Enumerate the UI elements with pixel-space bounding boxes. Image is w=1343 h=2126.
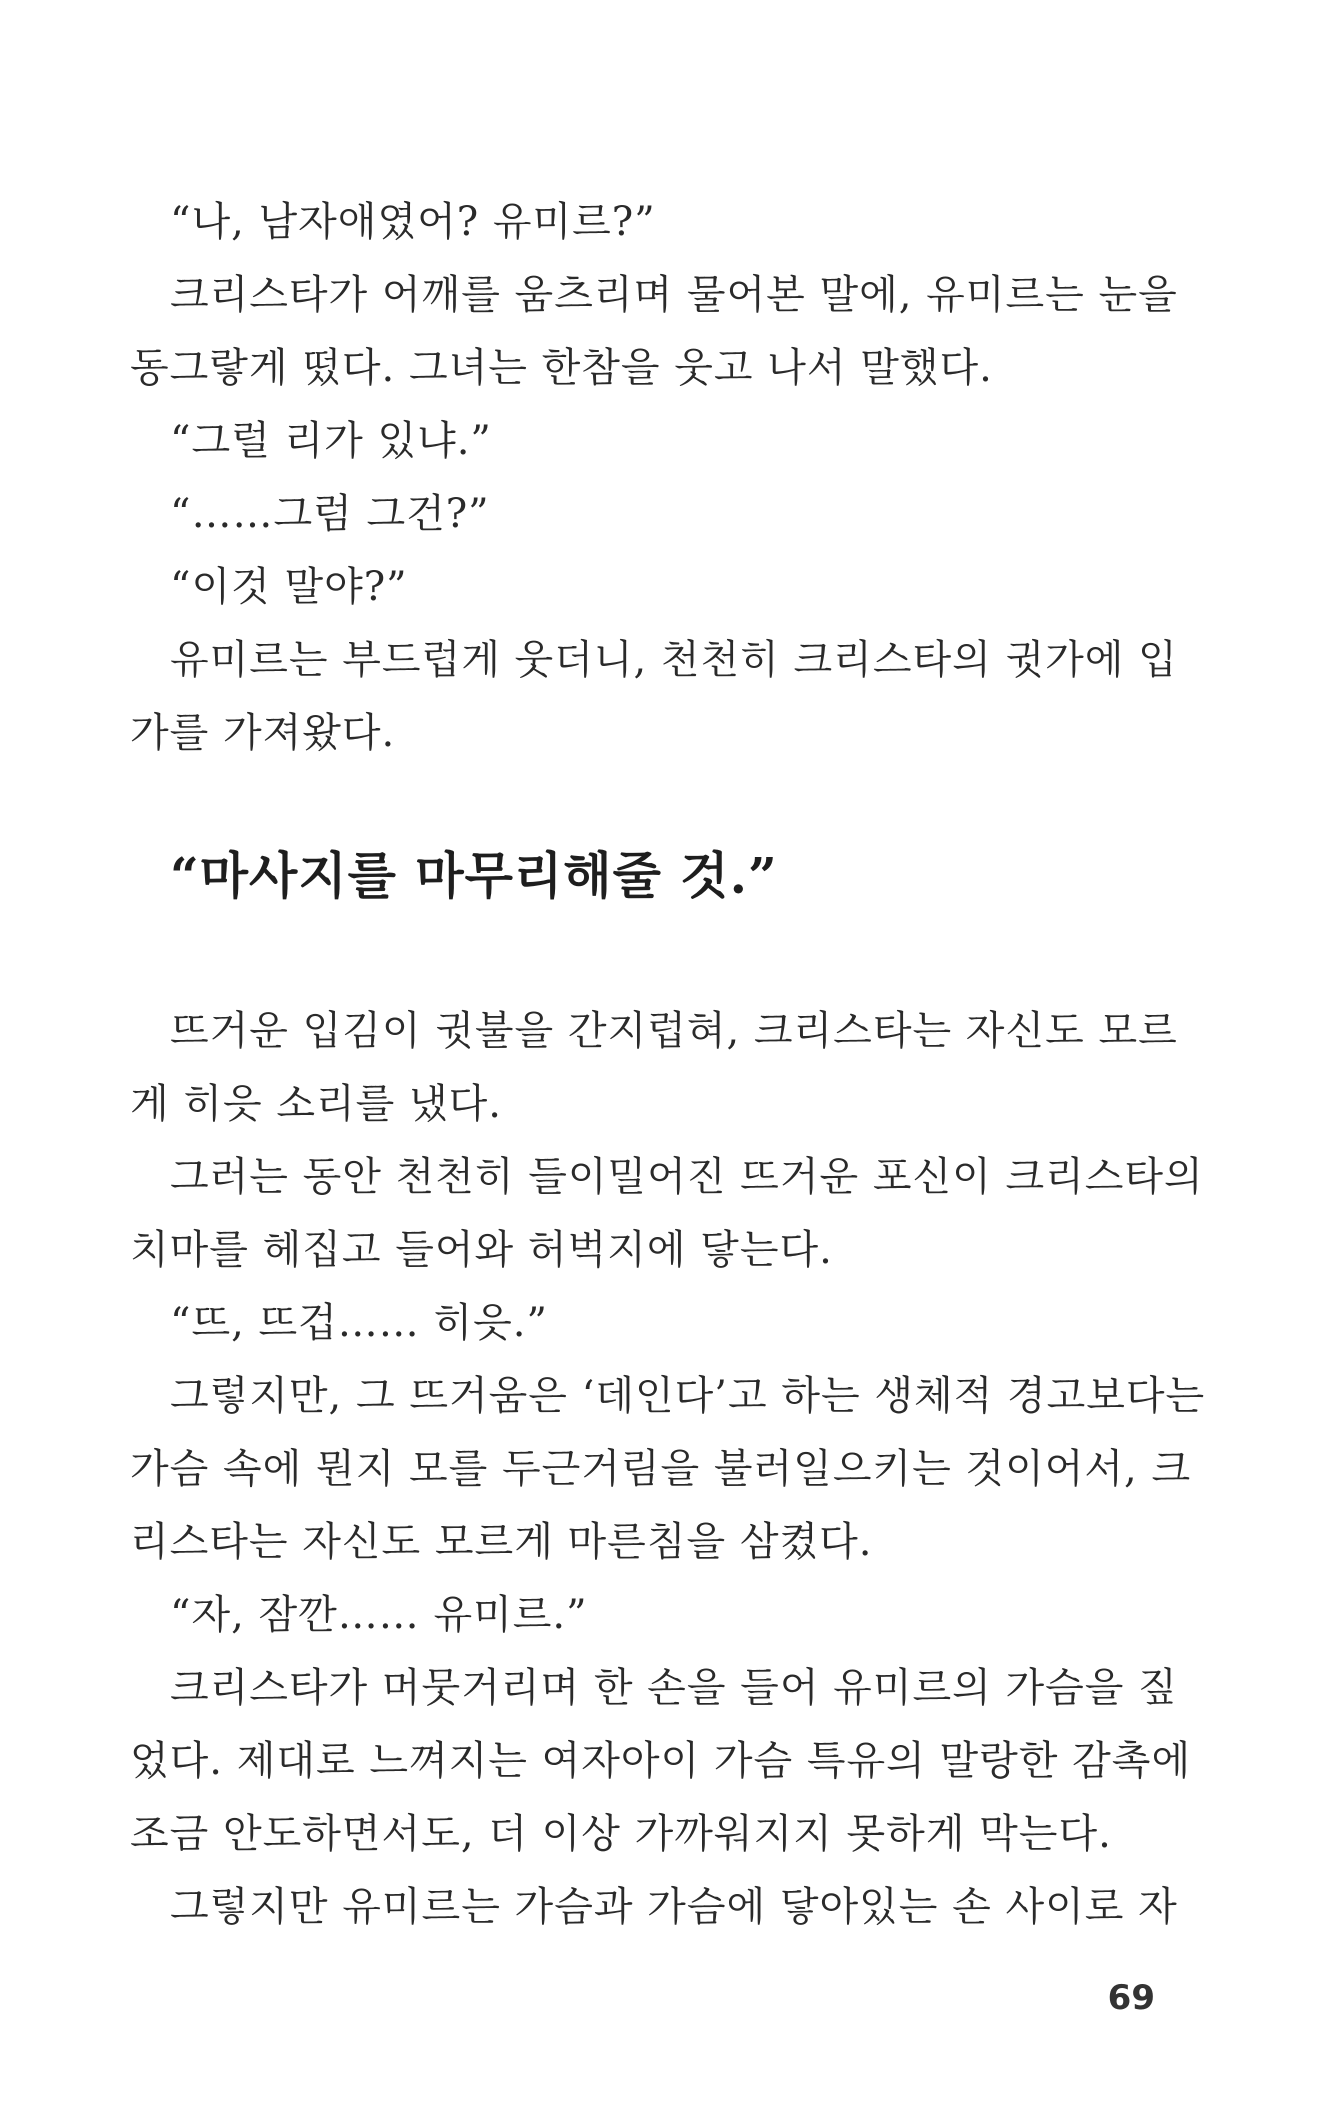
paragraph-line: 었다. 제대로 느껴지는 여자아이 가슴 특유의 말랑한 감촉에 <box>130 1738 1192 1784</box>
paragraph-line: 게 히읏 소리를 냈다. <box>130 1081 502 1127</box>
paragraph-line: 동그랗게 떴다. 그녀는 한참을 웃고 나서 말했다. <box>130 345 993 391</box>
paragraph-line: 뜨거운 입김이 귓불을 간지럽혀, 크리스타는 자신도 모르 <box>170 1008 1178 1054</box>
dialogue-line: “뜨, 뜨겁…… 히읏.” <box>170 1300 548 1346</box>
paragraph-line: 그렇지만 유미르는 가슴과 가슴에 닿아있는 손 사이로 자 <box>170 1884 1178 1930</box>
text-block-top <box>130 186 1178 770</box>
paragraph-line: 그러는 동안 천천히 들이밀어진 뜨거운 포신이 크리스타의 <box>170 1154 1204 1200</box>
emphasis-heading: “마사지를 마무리해줄 것.” <box>170 846 778 905</box>
text-block-bottom <box>130 995 1206 1944</box>
dialogue-line: “이것 말야?” <box>170 564 408 610</box>
paragraph-line: 가슴 속에 뭔지 모를 두근거림을 불러일으키는 것이어서, 크 <box>130 1446 1192 1492</box>
emphasis-heading-block <box>130 836 1155 916</box>
paragraph-line: 조금 안도하면서도, 더 이상 가까워지지 못하게 막는다. <box>130 1811 1112 1857</box>
dialogue-line: “나, 남자애였어? 유미르?” <box>170 199 656 245</box>
page-number: 69 <box>1107 1978 1155 2018</box>
paragraph-line: 가를 가져왔다. <box>130 710 396 756</box>
paragraph-line: 리스타는 자신도 모르게 마른침을 삼켰다. <box>130 1519 873 1565</box>
paragraph-line: 크리스타가 머뭇거리며 한 손을 들어 유미르의 가슴을 짚 <box>170 1665 1178 1711</box>
dialogue-line: “자, 잠깐…… 유미르.” <box>170 1592 588 1638</box>
paragraph-line: 유미르는 부드럽게 웃더니, 천천히 크리스타의 귓가에 입 <box>170 637 1178 683</box>
paragraph-line: 치마를 헤집고 들어와 허벅지에 닿는다. <box>130 1227 833 1273</box>
paragraph-line: 그렇지만, 그 뜨거움은 ‘데인다’고 하는 생체적 경고보다는 <box>170 1373 1206 1419</box>
dialogue-line: “그럴 리가 있냐.” <box>170 418 492 464</box>
paragraph-line: 크리스타가 어깨를 움츠리며 물어본 말에, 유미르는 눈을 <box>170 272 1178 318</box>
dialogue-line: “……그럼 그건?” <box>170 491 490 537</box>
